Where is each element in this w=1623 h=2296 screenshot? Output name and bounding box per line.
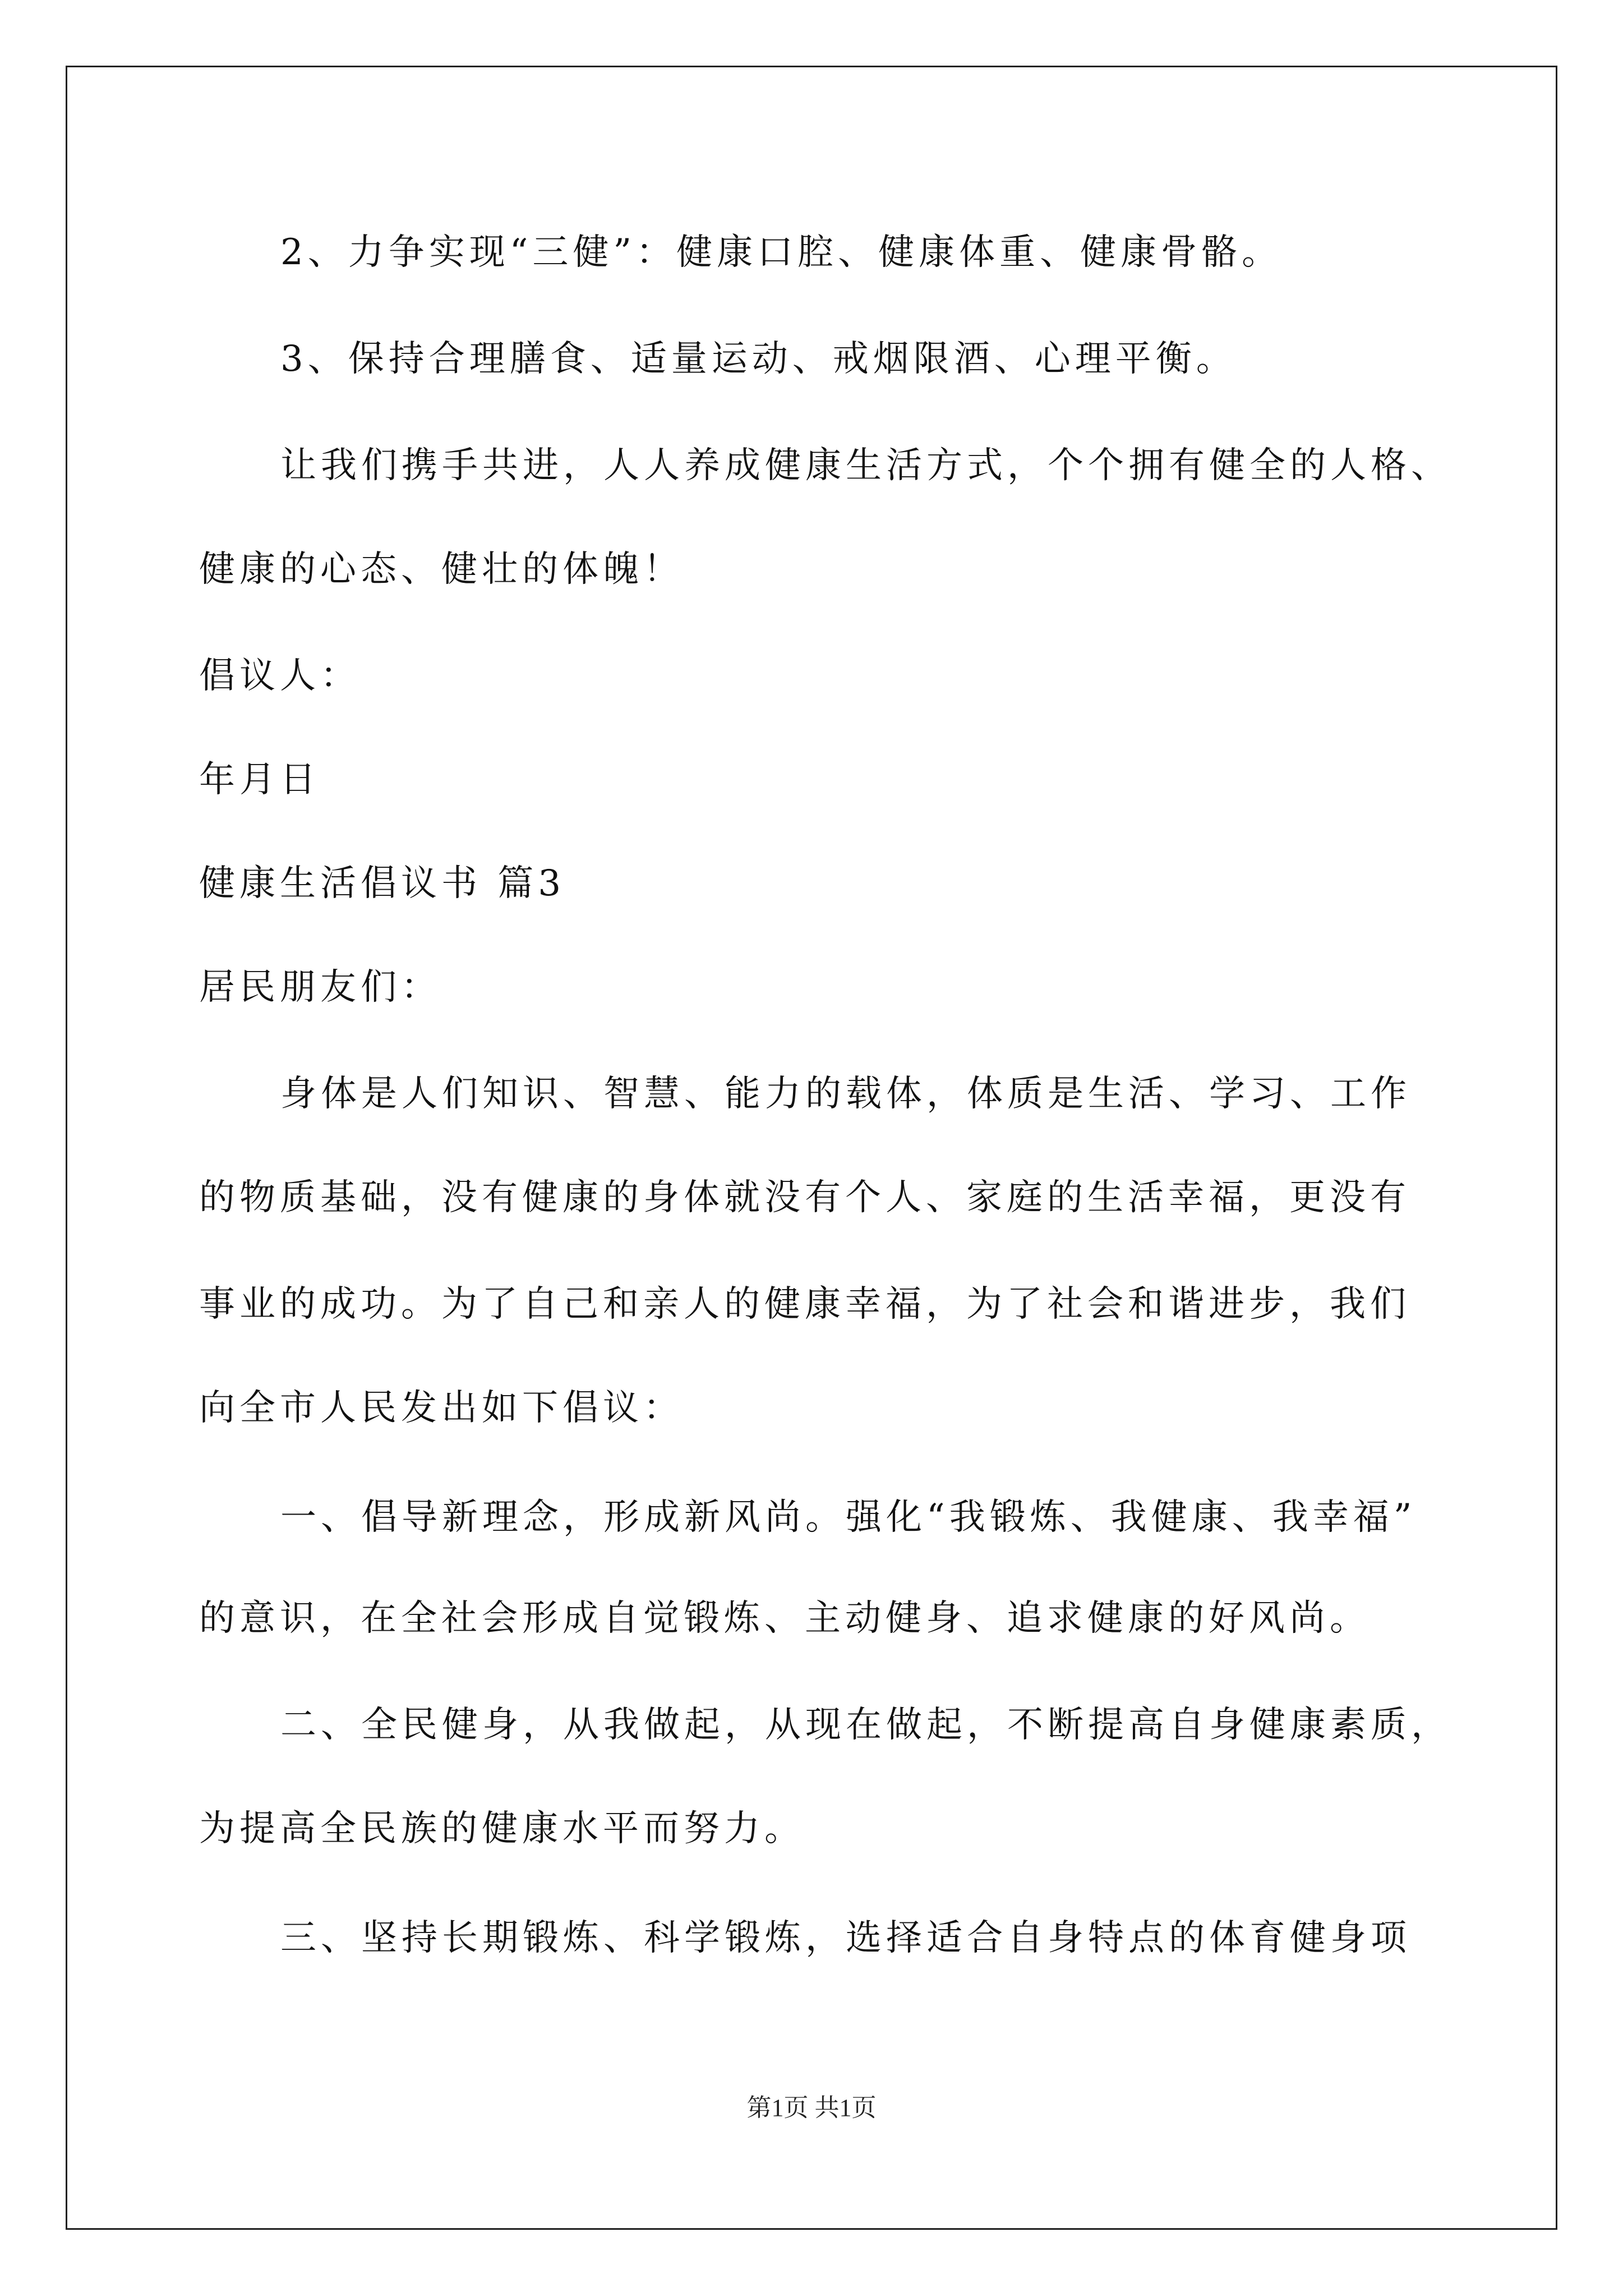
text-line: 让我们携手共进，人人养成健康生活方式，个个拥有健全的人格、 <box>280 445 1451 486</box>
signatory-label: 倡议人： <box>199 655 361 697</box>
text-line: 二、全民健身，从我做起，从现在做起，不断提高自身健康素质， <box>280 1704 1451 1746</box>
date-line: 年月日 <box>199 759 320 800</box>
text-line: 的意识，在全社会形成自觉锻炼、主动健身、追求健康的好风尚。 <box>199 1598 1370 1639</box>
text-line: 事业的成功。为了自己和亲人的健康幸福，为了社会和谐进步，我们 <box>199 1283 1410 1325</box>
text-line: 三、坚持长期锻炼、科学锻炼，选择适合自身特点的体育健身项 <box>280 1917 1411 1959</box>
text-line: 向全市人民发出如下倡议： <box>199 1387 684 1429</box>
page-border <box>66 66 1557 2230</box>
text-line: 2、力争实现“三健”：健康口腔、健康体重、健康骨骼。 <box>280 232 1283 273</box>
salutation: 居民朋友们： <box>199 967 441 1008</box>
section-heading: 健康生活倡议书 篇3 <box>199 863 566 904</box>
page-footer: 第1页 共1页 <box>746 2094 877 2122</box>
text-line: 健康的心态、健壮的体魄！ <box>199 549 684 590</box>
text-line: 身体是人们知识、智慧、能力的载体，体质是生活、学习、工作 <box>280 1073 1411 1115</box>
text-line: 3、保持合理膳食、适量运动、戒烟限酒、心理平衡。 <box>280 338 1237 380</box>
text-line: 为提高全民族的健康水平而努力。 <box>199 1808 805 1849</box>
text-line: 一、倡导新理念，形成新风尚。强化“我锻炼、我健康、我幸福” <box>280 1497 1417 1538</box>
text-line: 的物质基础，没有健康的身体就没有个人、家庭的生活幸福，更没有 <box>199 1177 1410 1218</box>
